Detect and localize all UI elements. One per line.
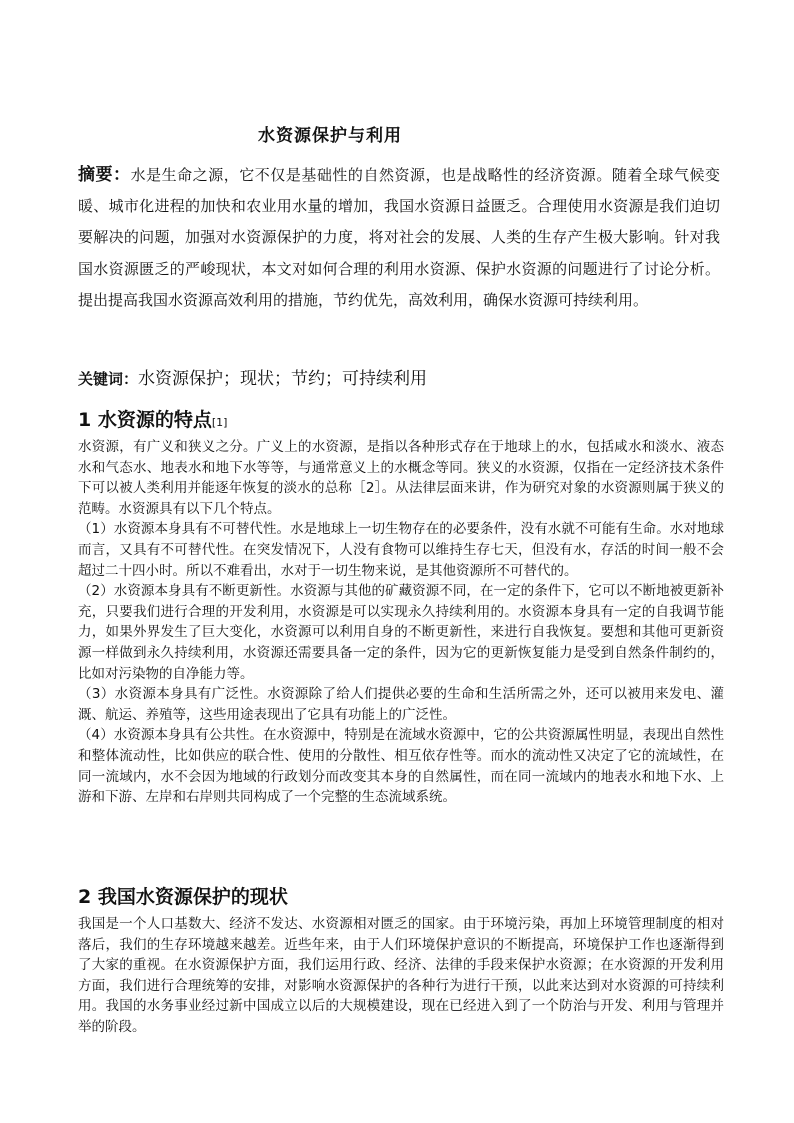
paragraph: 我国是一个人口基数大、经济不发达、水资源相对匮乏的国家。由于环境污染，再加上环境管理制度的相对落后，我们的生存环境越来越差。近些年来，由于人们环境保护意识的不断提高，环境保护工作也逐渐得到了大家的重视。在水资源保护方面，我们运用行政、经济、法律的手段来保护水资源；在水资源的开发利用方面，我们进行合理统筹的安排，对影响水资源保护的各种行为进行干预，以此来达到对水资源的可持续利用。我国的水务事业经过新中国成立以后的大规模建设，现在已经进入到了一个防治与开发、利用与管理并举的阶段。 <box>78 916 724 1035</box>
keywords-text: 水资源保护；现状；节约；可持续利用 <box>138 369 428 389</box>
abstract <box>78 160 720 316</box>
paragraph: （1）水资源本身具有不可替代性。水是地球上一切生物存在的必要条件，没有水就不可能有生命。水对地球而言，又具有不可替代性。在突发情况下，人没有食物可以维持生存七天，但没有水，存活的时间一般不会超过二十四小时。所以不难看出，水对于一切生物来说，是其他资源所不可替代的。 <box>78 521 724 579</box>
section-1-body <box>78 437 724 808</box>
section-2-body <box>78 914 724 1038</box>
paragraph: （3）水资源本身具有广泛性。水资源除了给人们提供必要的生命和生活所需之外，还可以被用来发电、灌溉、航运、养殖等，这些用途表现出了它具有功能上的广泛性。 <box>78 686 724 723</box>
section-1-citation: [1] <box>211 416 228 429</box>
paragraph: （2）水资源本身具有不断更新性。水资源与其他的矿藏资源不同，在一定的条件下，它可以不断地被更新补充，只要我们进行合理的开发利用，水资源是可以实现永久持续利用的。水资源本身具有一定的自我调节能力，如果外界发生了巨大变化，水资源可以利用自身的不断更新性，来进行自我恢复。要想和其他可更新资源一样做到永久持续利用，水资源还需要具备一定的条件，因为它的更新恢复能力是受到自然条件制约的，比如对污染物的自净能力等。 <box>78 583 724 682</box>
section-2-heading: 2 我国水资源保护的现状 <box>78 886 288 908</box>
abstract-label: 摘要： <box>78 165 131 185</box>
keywords-label: 关键词： <box>78 370 139 388</box>
section-1-heading <box>78 405 227 432</box>
abstract-text: 水是生命之源，它不仅是基础性的自然资源，也是战略性的经济资源。随着全球气候变暖、城市化进程的加快和农业用水量的增加，我国水资源日益匮乏。合理使用水资源是我们迫切要解决的问题，加强对水资源保护的力度，将对社会的发展、人类的生存产生极大影响。针对我国水资源匮乏的严峻现状，本文对如何合理的利用水资源、保护水资源的问题进行了讨论分析。提出提高我国水资源高效利用的措施，节约优先，高效利用，确保水资源可持续利用。 <box>78 166 720 309</box>
section-1-heading-text: 1 水资源的特点 <box>78 409 212 431</box>
keywords <box>78 364 427 389</box>
paragraph: （4）水资源本身具有公共性。在水资源中，特别是在流域水资源中，它的公共资源属性明显，表现出自然性和整体流动性，比如供应的联合性、使用的分散性、相互依存性等。而水的流动性又决定了它的流域性，在同一流域内，水不会因为地域的行政划分而改变其本身的自然属性，而在同一流域内的地表水和地下水、上游和下游、左岸和右岸则共同构成了一个完整的生态流域系统。 <box>78 727 724 806</box>
document-title: 水资源保护与利用 <box>258 126 402 146</box>
paragraph: 水资源，有广义和狭义之分。广义上的水资源，是指以各种形式存在于地球上的水，包括咸水和淡水、液态水和气态水、地表水和地下水等等，与通常意义上的水概念等同。狭义的水资源，仅指在一定经济技术条件下可以被人类利用并能逐年恢复的淡水的总称［2］。从法律层面来讲，作为研究对象的水资源则属于狭义的范畴。水资源具有以下几个特点。 <box>78 439 724 517</box>
